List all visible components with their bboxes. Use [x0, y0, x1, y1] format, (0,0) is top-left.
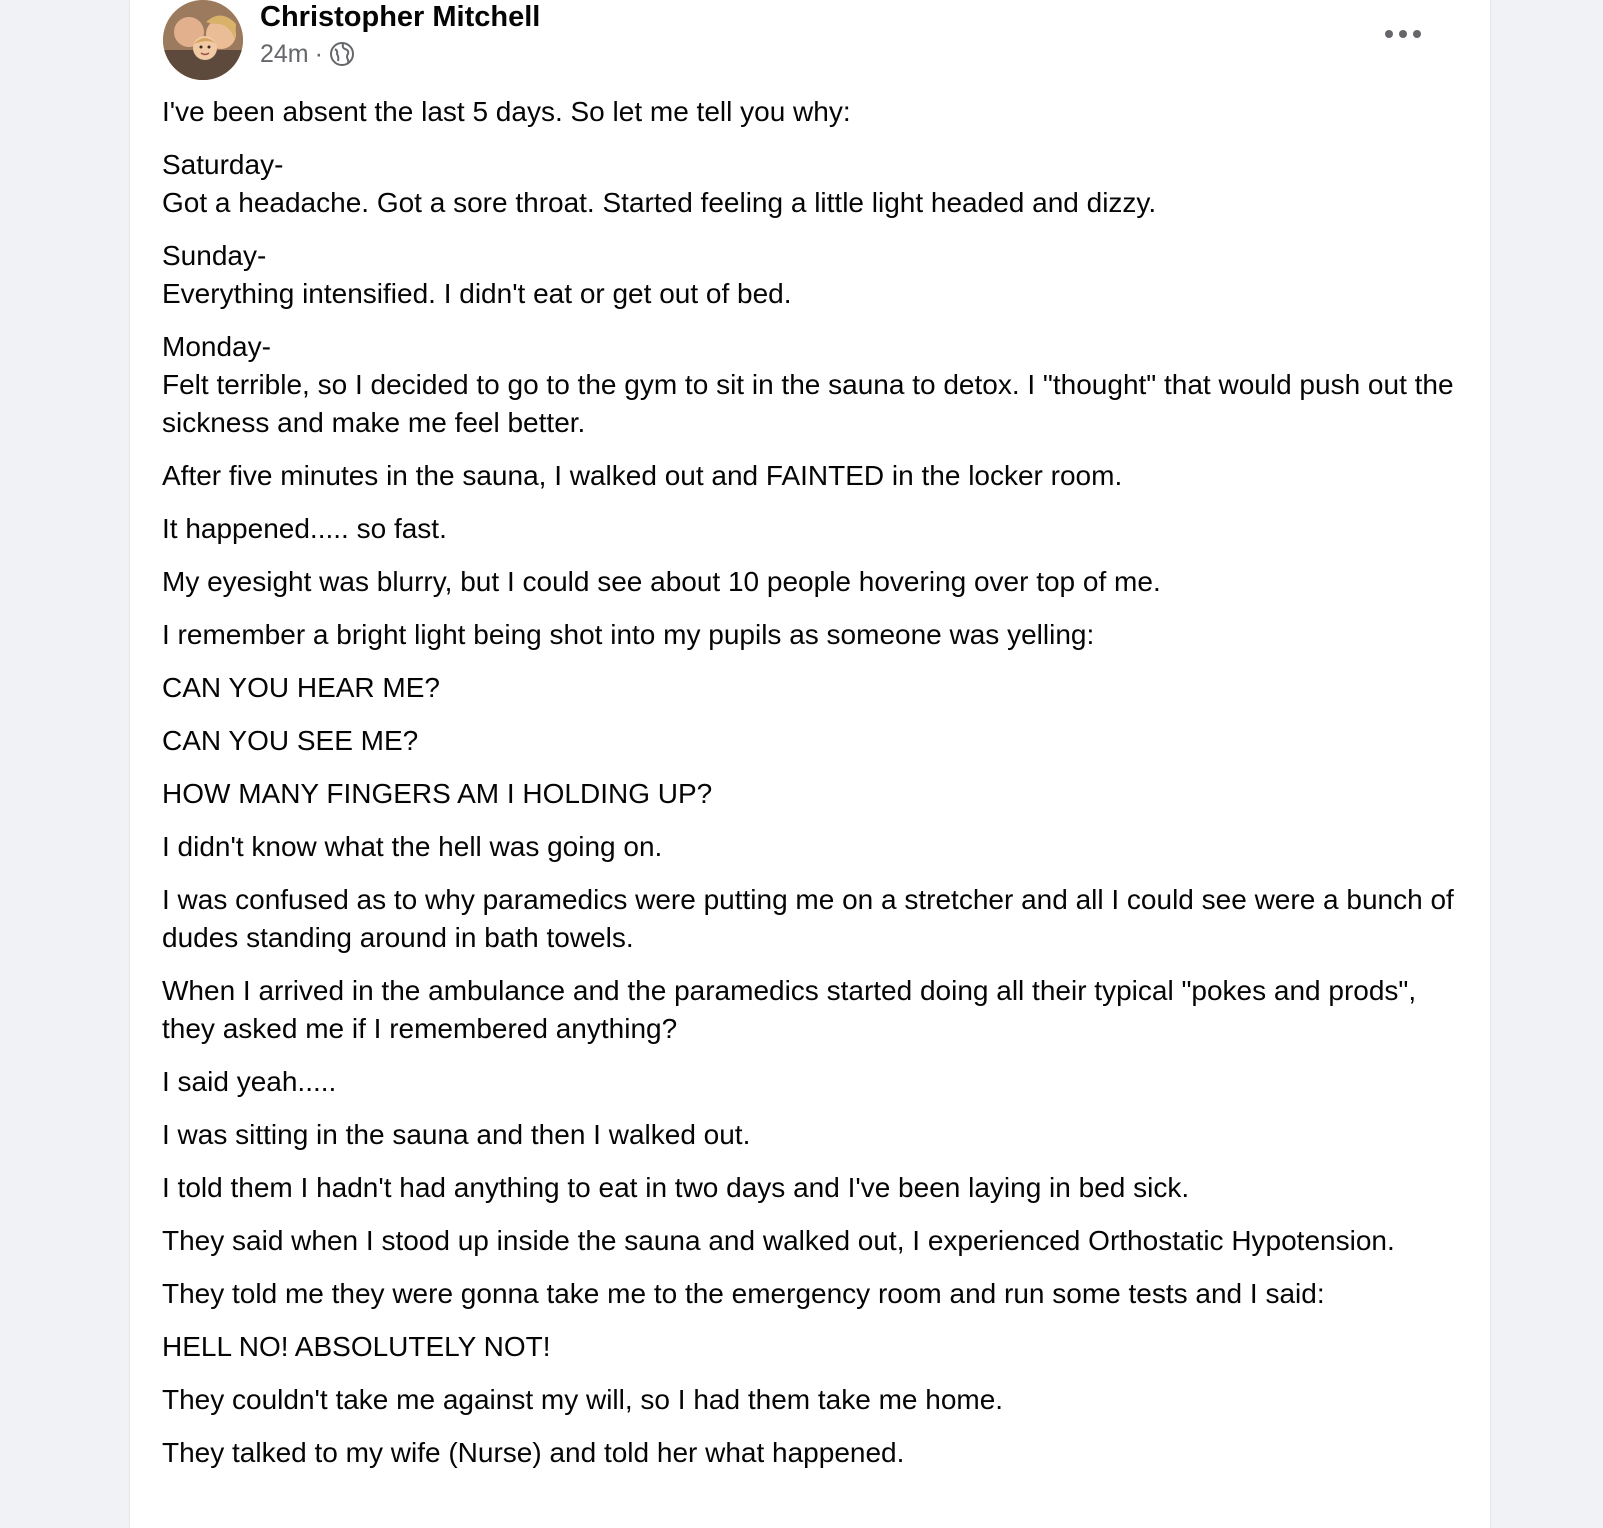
post-line: It happened..... so fast.: [162, 513, 447, 544]
author-name[interactable]: Christopher Mitchell: [260, 1, 541, 33]
post-line: Monday-: [162, 331, 271, 362]
post-paragraph: [162, 616, 1462, 654]
post-paragraph: [162, 669, 1462, 707]
post-line: CAN YOU SEE ME?: [162, 725, 419, 756]
post-paragraph: [162, 1063, 1462, 1101]
post-line: They told me they were gonna take me to the emergency room and run some tests and I said:: [162, 1278, 1325, 1309]
post-paragraph: [162, 828, 1462, 866]
post-line: Everything intensified. I didn't eat or get out of bed.: [162, 278, 792, 309]
post-header: [160, 0, 1460, 80]
post-line: I said yeah.....: [162, 1066, 337, 1097]
post-paragraph: [162, 1434, 1462, 1472]
post-paragraph: [162, 1275, 1462, 1313]
post-paragraph: [162, 237, 1462, 313]
post-card: [130, 0, 1490, 1528]
post-line: HELL NO! ABSOLUTELY NOT!: [162, 1331, 551, 1362]
post-paragraph: [162, 1169, 1462, 1207]
post-paragraph: [162, 146, 1462, 222]
post-line: I didn't know what the hell was going on.: [162, 831, 663, 862]
post-paragraph: [162, 328, 1462, 442]
post-line: When I arrived in the ambulance and the paramedics started doing all their typical "pokes and prods", they asked me if I remembered anything?: [162, 975, 1417, 1044]
post-paragraph: [162, 1116, 1462, 1154]
post-line: HOW MANY FINGERS AM I HOLDING UP?: [162, 778, 713, 809]
more-options-icon[interactable]: [1378, 18, 1428, 50]
post-paragraph: [162, 972, 1462, 1048]
post-line: After five minutes in the sauna, I walked out and FAINTED in the locker room.: [162, 460, 1123, 491]
post-line: I told them I hadn't had anything to eat in two days and I've been laying in bed sick.: [162, 1172, 1190, 1203]
post-line: Saturday-: [162, 149, 284, 180]
post-line: Felt terrible, so I decided to go to the gym to sit in the sauna to detox. I "thought" that would push out the sickness and make me feel better.: [162, 369, 1454, 438]
post-paragraph: [162, 722, 1462, 760]
post-line: I've been absent the last 5 days. So let me tell you why:: [162, 96, 851, 127]
post-text: [162, 93, 1462, 1487]
post-paragraph: [162, 93, 1462, 131]
post-paragraph: [162, 457, 1462, 495]
post-line: I remember a bright light being shot into my pupils as someone was yelling:: [162, 619, 1095, 650]
post-line: I was sitting in the sauna and then I walked out.: [162, 1119, 751, 1150]
avatar[interactable]: [163, 0, 243, 80]
post-paragraph: [162, 563, 1462, 601]
post-line: Sunday-: [162, 240, 267, 271]
post-paragraph: [162, 1222, 1462, 1260]
post-paragraph: [162, 510, 1462, 548]
avatar-photo-icon: [163, 0, 243, 80]
post-line: I was confused as to why paramedics were putting me on a stretcher and all I could see were a bunch of dudes standing around in bath towels.: [162, 884, 1454, 953]
post-paragraph: [162, 881, 1462, 957]
post-line: My eyesight was blurry, but I could see about 10 people hovering over top of me.: [162, 566, 1161, 597]
post-line: They said when I stood up inside the sauna and walked out, I experienced Orthostatic Hypotension.: [162, 1225, 1395, 1256]
meta-separator: ·: [314, 40, 323, 68]
post-line: CAN YOU HEAR ME?: [162, 672, 440, 703]
post-line: They talked to my wife (Nurse) and told her what happened.: [162, 1437, 905, 1468]
globe-icon[interactable]: [329, 41, 355, 67]
post-meta: [260, 39, 355, 69]
dot: [1385, 30, 1393, 38]
dot: [1399, 30, 1407, 38]
post-line: They couldn't take me against my will, so I had them take me home.: [162, 1384, 1004, 1415]
post-line: Got a headache. Got a sore throat. Started feeling a little light headed and dizzy.: [162, 187, 1157, 218]
post-paragraph: [162, 775, 1462, 813]
dot: [1413, 30, 1421, 38]
post-paragraph: [162, 1328, 1462, 1366]
post-timestamp[interactable]: 24m: [260, 40, 309, 68]
post-paragraph: [162, 1381, 1462, 1419]
